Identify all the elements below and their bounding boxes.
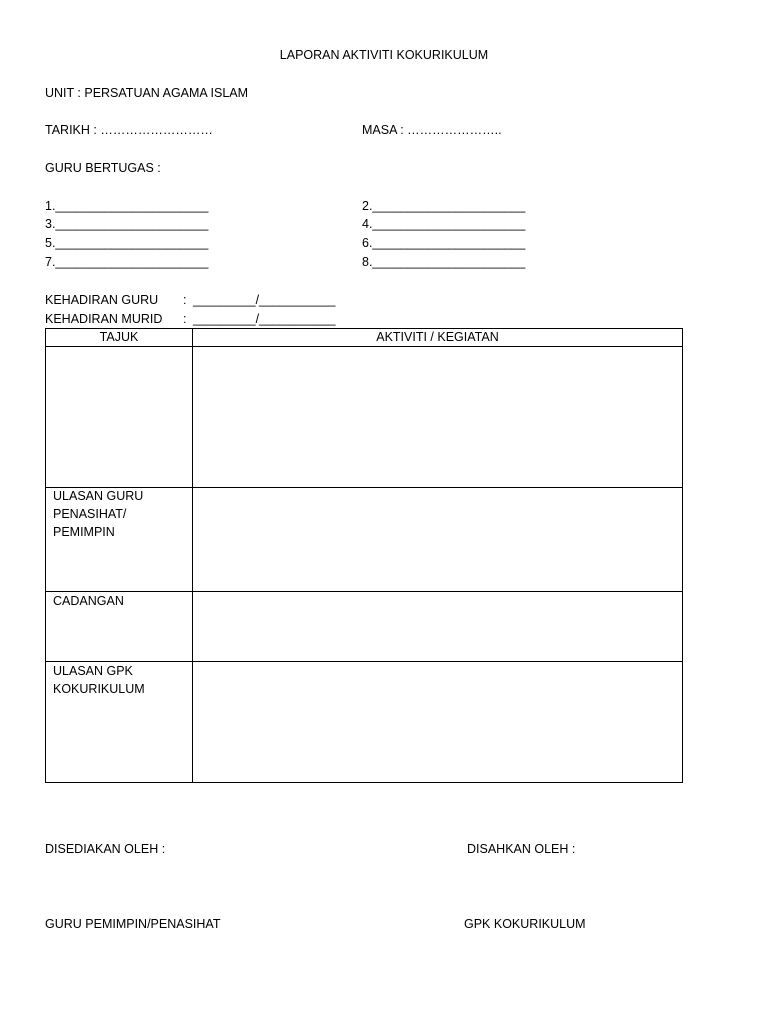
teacher-line-5: 5.______________________ [45, 236, 209, 250]
guru-pemimpin-label: GURU PEMIMPIN/PENASIHAT [45, 917, 221, 931]
report-table [45, 328, 683, 783]
row-divider [46, 346, 682, 347]
teacher-line-1: 1.______________________ [45, 199, 209, 213]
column-divider [192, 329, 193, 782]
kehadiran-murid-blank: _________/___________ [193, 312, 336, 326]
teacher-line-6: 6.______________________ [362, 236, 526, 250]
teacher-line-2: 2.______________________ [362, 199, 526, 213]
teacher-line-4: 4.______________________ [362, 217, 526, 231]
header-tajuk: TAJUK [99, 330, 139, 344]
row-label-ulasan-guru: ULASAN GURU PENASIHAT/ PEMIMPIN [53, 489, 144, 539]
page-title: LAPORAN AKTIVITI KOKURIKULUM [279, 48, 489, 62]
kehadiran-murid-colon: : [183, 312, 187, 326]
header-aktiviti: AKTIVITI / KEGIATAN [376, 330, 499, 344]
tarikh-field: TARIKH : ……………………… [45, 123, 213, 137]
kehadiran-guru-colon: : [183, 293, 187, 307]
kehadiran-murid-label: KEHADIRAN MURID [45, 312, 163, 326]
unit-line: UNIT : PERSATUAN AGAMA ISLAM [45, 86, 249, 100]
masa-field: MASA : ………………….. [362, 123, 502, 137]
row-label-ulasan-gpk: ULASAN GPK KOKURIKULUM [53, 664, 145, 696]
gpk-label: GPK KOKURIKULUM [464, 917, 586, 931]
kehadiran-guru-blank: _________/___________ [193, 293, 336, 307]
disahkan-label: DISAHKAN OLEH : [467, 842, 576, 856]
disediakan-label: DISEDIAKAN OLEH : [45, 842, 166, 856]
teacher-line-7: 7.______________________ [45, 255, 209, 269]
teacher-line-3: 3.______________________ [45, 217, 209, 231]
teacher-line-8: 8.______________________ [362, 255, 526, 269]
row-label-cadangan: CADANGAN [53, 594, 124, 608]
guru-bertugas-label: GURU BERTUGAS : [45, 161, 161, 175]
kehadiran-guru-label: KEHADIRAN GURU [45, 293, 159, 307]
